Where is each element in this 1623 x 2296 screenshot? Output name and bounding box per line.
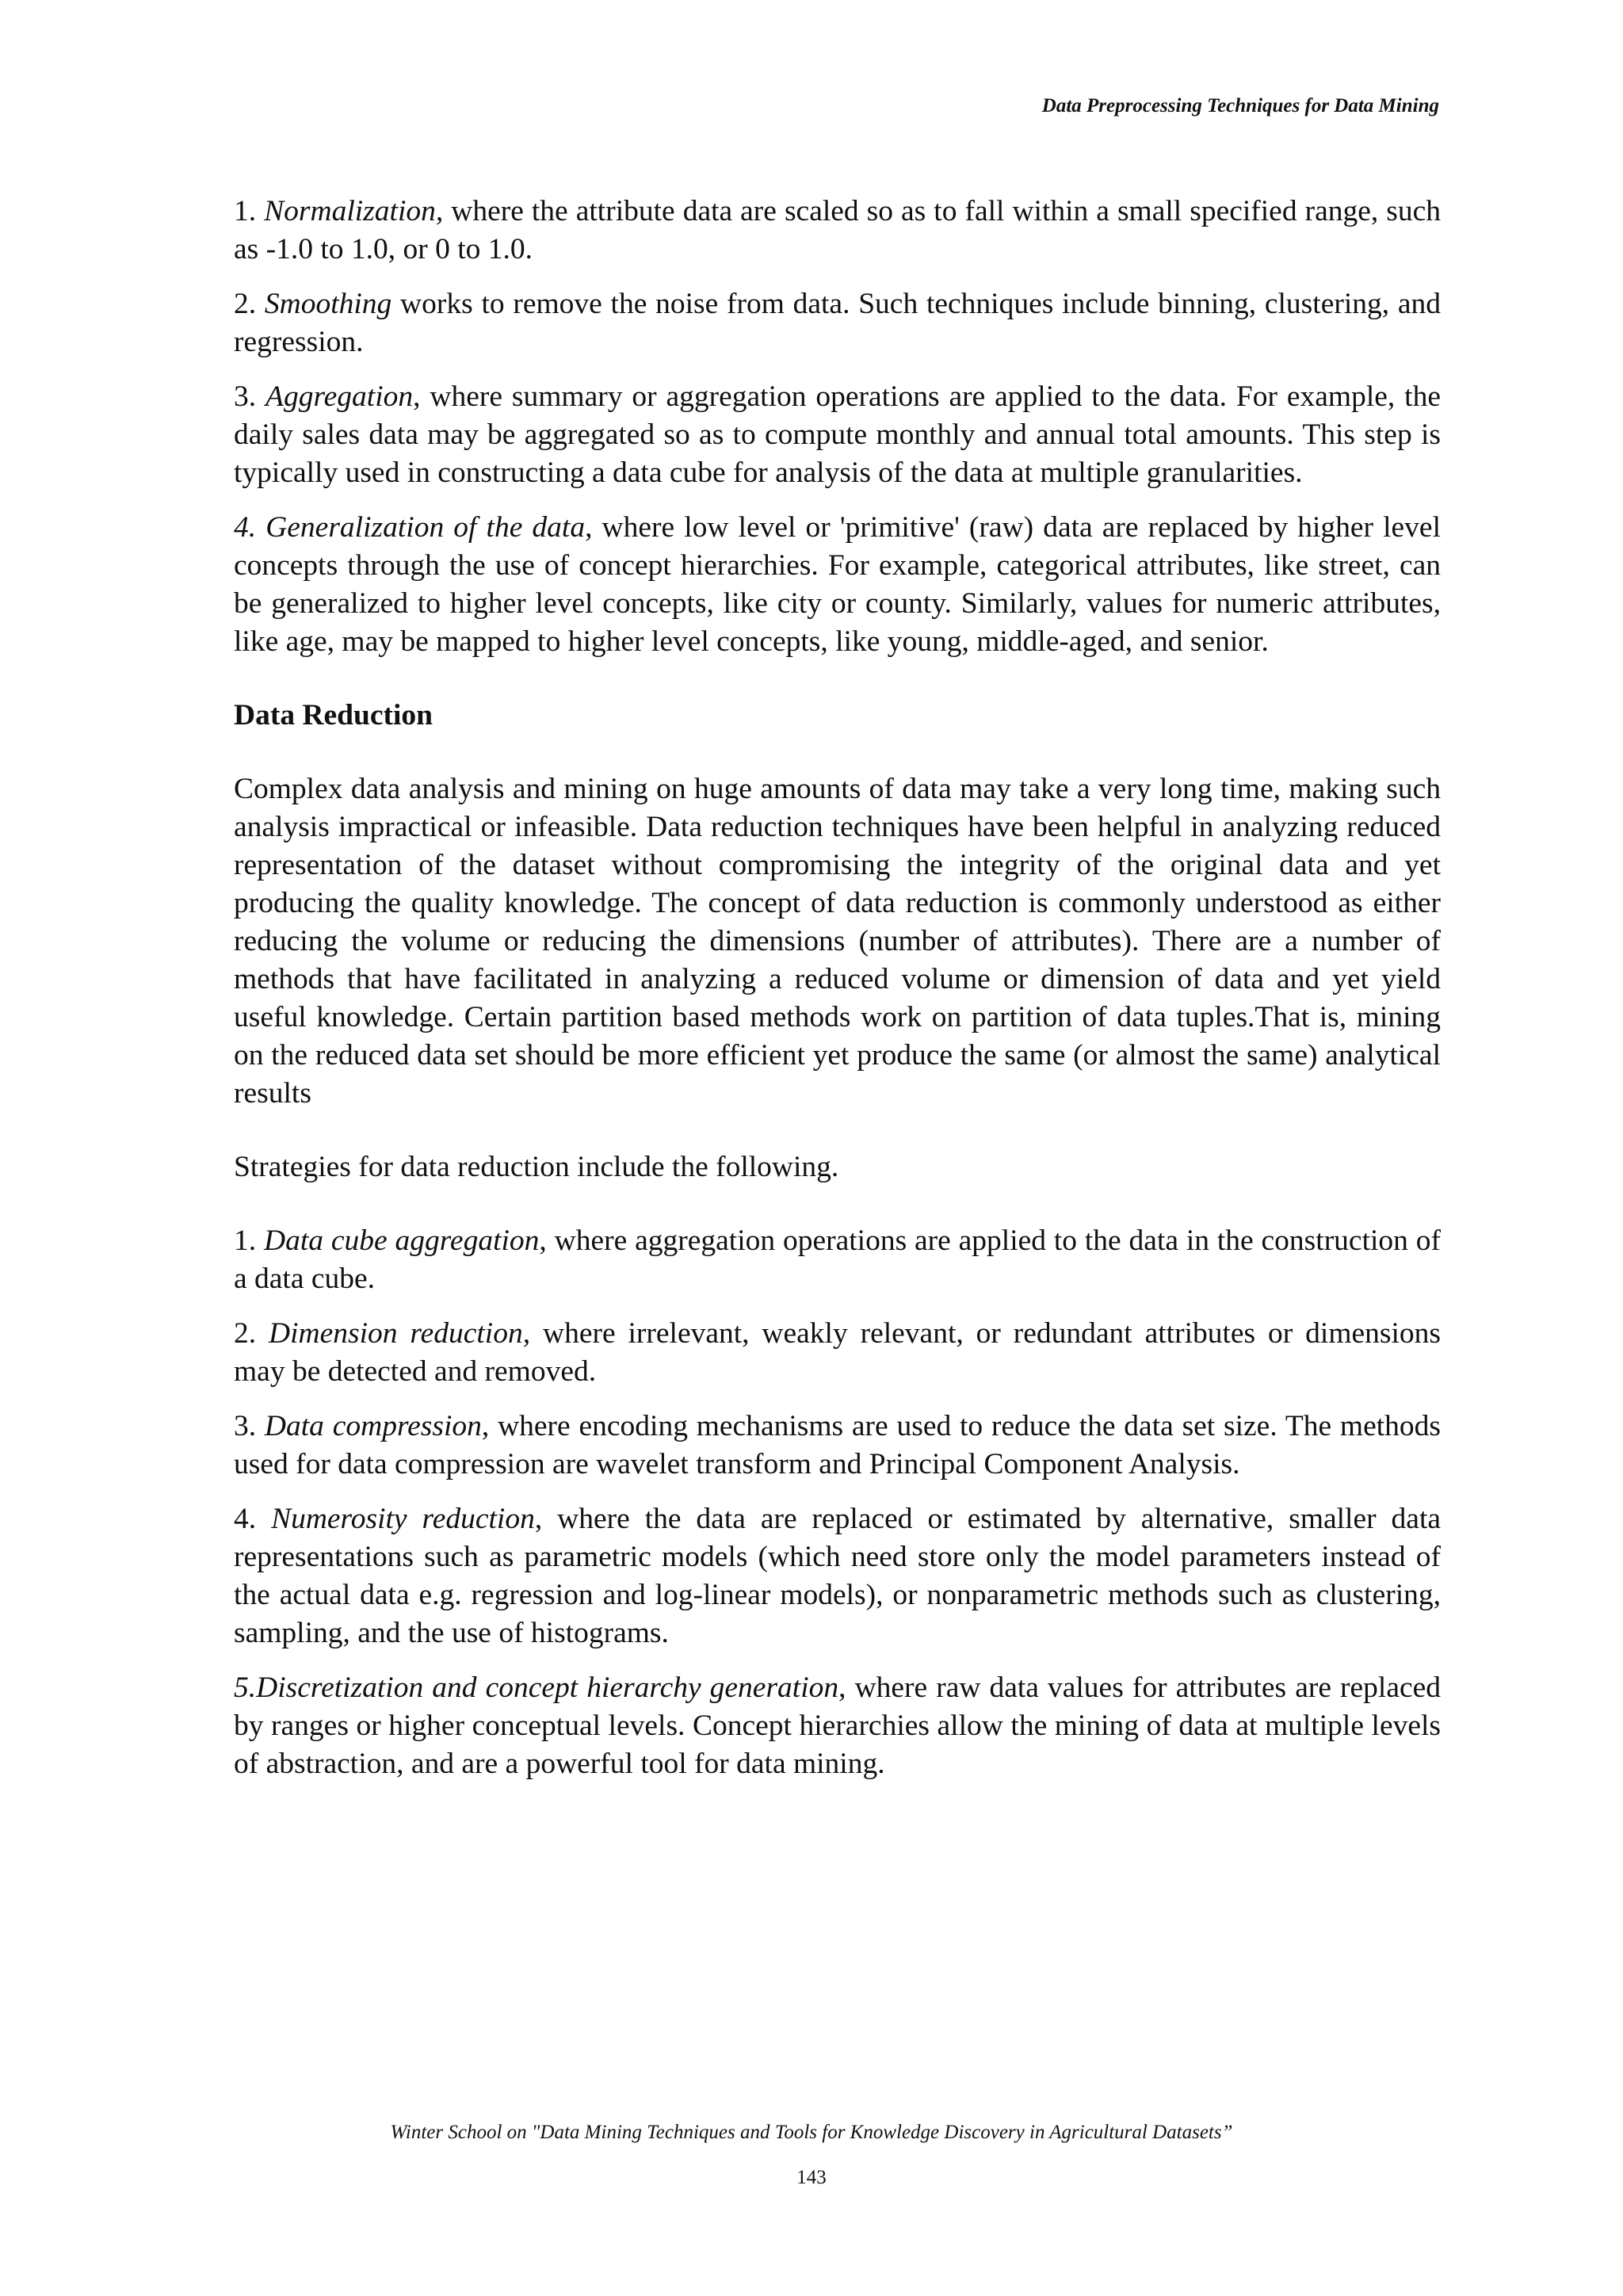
running-header: Data Preprocessing Techniques for Data Mining bbox=[1041, 95, 1439, 117]
strategy-item-data-compression: 3. Data compression, where encoding mechanisms are used to reduce the data set size. The methods used for data compression are wavelet transform and Principal Component Analysis. bbox=[234, 1410, 1441, 1480]
transformation-item-aggregation: 3. Aggregation, where summary or aggregation operations are applied to the data. For example, the daily sales data may be aggregated so as to compute monthly and annual total amounts. This step is typically used in constructing a data cube for analysis of the data at multiple granularities. bbox=[234, 380, 1441, 489]
section-heading-data-reduction: Data Reduction bbox=[234, 699, 433, 732]
strategy-item-data-cube-aggregation: 1. Data cube aggregation, where aggregation operations are applied to the data in the construction of a data cube. bbox=[234, 1224, 1442, 1295]
page-body bbox=[234, 193, 1441, 1783]
running-footer: Winter School on "Data Mining Techniques and Tools for Knowledge Discovery in Agricultural Datasets” bbox=[390, 2122, 1233, 2143]
page-number: 143 bbox=[796, 2167, 827, 2188]
strategy-item-discretization: 5.Discretization and concept hierarchy generation, where raw data values for attributes are replaced by ranges or higher conceptual levels. Concept hierarchies allow the mining of data at multiple levels of abstraction, and are a powerful tool for data mining. bbox=[234, 1671, 1441, 1780]
strategy-item-numerosity-reduction: 4. Numerosity reduction, where the data are replaced or estimated by alternative, smaller data representations such as parametric models (which need store only the model parameters instead of the actual data e.g. regression and log-linear models), or nonparametric methods such as clustering, sampling, and the use of histograms. bbox=[234, 1503, 1442, 1649]
transformation-item-normalization: 1. Normalization, where the attribute data are scaled so as to fall within a small specified range, such as -1.0 to 1.0, or 0 to 1.0. bbox=[234, 195, 1442, 266]
transformation-item-smoothing: 2. Smoothing works to remove the noise from data. Such techniques include binning, clustering, and regression. bbox=[234, 288, 1442, 358]
transformation-item-generalization: 4. Generalization of the data, where low level or 'primitive' (raw) data are replaced by higher level concepts through the use of concept hierarchies. For example, categorical attributes, like street, can be generalized to higher level concepts, like city or county. Similarly, values for numeric attributes, like age, may be mapped to higher level concepts, like young, middle-aged, and senior. bbox=[234, 511, 1441, 658]
strategy-item-dimension-reduction: 2. Dimension reduction, where irrelevant, weakly relevant, or redundant attributes or dimensions may be detected and removed. bbox=[234, 1317, 1441, 1388]
data-reduction-paragraph: Complex data analysis and mining on huge amounts of data may take a very long time, making such analysis impractical or infeasible. Data reduction techniques have been helpful in analyzing reduced representation of the dataset without compromising the integrity of the original data and yet producing the quality knowledge. The concept of data reduction is commonly understood as either reducing the volume or reducing the dimensions (number of attributes). There are a number of methods that have facilitated in analyzing a reduced volume or dimension of data and yet yield useful knowledge. Certain partition based methods work on partition of data tuples.That is, mining on the reduced data set should be more efficient yet produce the same (or almost the same) analytical results bbox=[234, 773, 1441, 1110]
strategies-intro: Strategies for data reduction include the following. bbox=[234, 1151, 839, 1183]
